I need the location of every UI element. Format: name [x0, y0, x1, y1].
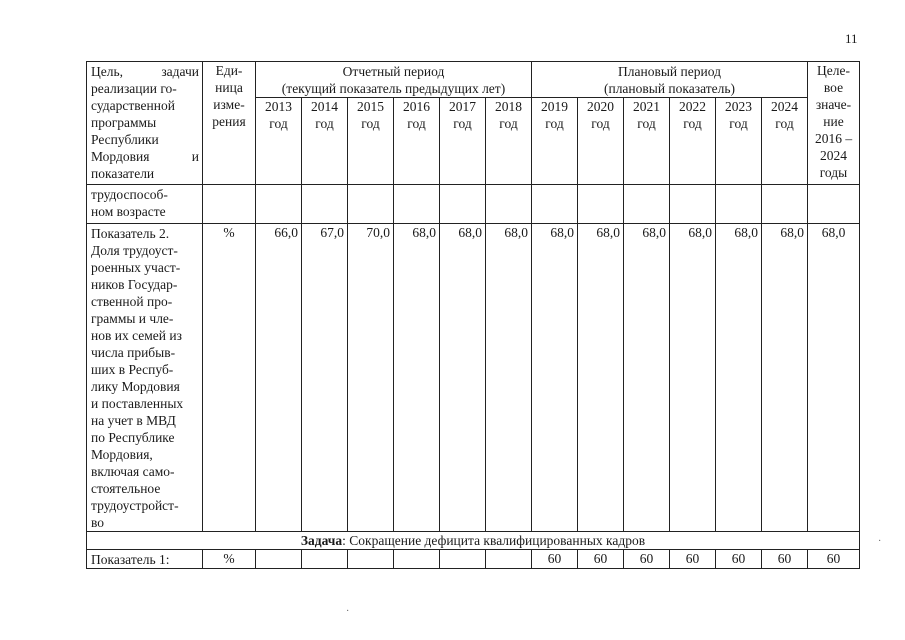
- value-cell: [670, 185, 716, 224]
- year-label: 2014: [311, 99, 338, 114]
- indicator-label-line: включая само-: [91, 464, 175, 479]
- year-header-cell: [762, 98, 808, 185]
- year-word: год: [775, 116, 794, 131]
- unit-cell: %: [203, 550, 256, 569]
- value-cell: 60: [670, 550, 716, 569]
- value-cell: [256, 185, 302, 224]
- year-label: 2024: [771, 99, 798, 114]
- value-cell: [624, 185, 670, 224]
- goal-header-line: Республики: [91, 132, 159, 147]
- scan-speck: ·: [346, 606, 350, 617]
- indicator-label-cell: [87, 185, 203, 224]
- year-word: год: [637, 116, 656, 131]
- value-cell: [302, 550, 348, 569]
- value-cell: [394, 185, 440, 224]
- value-cell: 68,0: [670, 224, 716, 532]
- indicator-label-line: роенных участ-: [91, 260, 181, 275]
- indicator-label-line: ном возрасте: [91, 204, 166, 219]
- indicator-label-line: Мордовия,: [91, 447, 153, 462]
- value-cell: [486, 550, 532, 569]
- year-word: год: [361, 116, 380, 131]
- task-cell: [87, 532, 860, 550]
- year-header-cell: [670, 98, 716, 185]
- value-cell: [348, 550, 394, 569]
- target-header-line: ние: [823, 114, 844, 129]
- target-header-cell: [808, 62, 860, 185]
- year-header-cell: [578, 98, 624, 185]
- unit-header-line: изме-: [213, 97, 245, 112]
- value-cell: [440, 550, 486, 569]
- indicator-label-line: Показатель 2.: [91, 226, 170, 241]
- year-header-cell: [394, 98, 440, 185]
- value-cell: 60: [624, 550, 670, 569]
- goal-header-line: Цель, задачи: [91, 64, 199, 79]
- goal-header-cell: [87, 62, 203, 185]
- year-label: 2023: [725, 99, 752, 114]
- year-word: год: [499, 116, 518, 131]
- scan-speck: ·: [878, 536, 882, 547]
- year-label: 2020: [587, 99, 614, 114]
- year-label: 2022: [679, 99, 706, 114]
- year-label: 2015: [357, 99, 384, 114]
- value-cell: 60: [532, 550, 578, 569]
- target-header-line: годы: [819, 165, 848, 180]
- year-word: год: [591, 116, 610, 131]
- value-cell: 68,0: [624, 224, 670, 532]
- indicator-row: [87, 224, 860, 532]
- year-label: 2019: [541, 99, 568, 114]
- year-header-cell: [532, 98, 578, 185]
- year-header-cell: [716, 98, 762, 185]
- indicator-label-line: ших в Респуб-: [91, 362, 174, 377]
- value-cell: 68,0: [716, 224, 762, 532]
- indicator-label-cell: Показатель 1:: [87, 550, 203, 569]
- indicator-label-line: ников Государ-: [91, 277, 178, 292]
- year-header-cell: [486, 98, 532, 185]
- year-word: год: [407, 116, 426, 131]
- value-cell: 68,0: [394, 224, 440, 532]
- value-cell: 70,0: [348, 224, 394, 532]
- year-word: год: [545, 116, 564, 131]
- plan-period-title: Плановый период: [618, 64, 721, 79]
- value-cell: [578, 185, 624, 224]
- value-cell: [440, 185, 486, 224]
- indicator-label-line: граммы и чле-: [91, 311, 174, 326]
- year-label: 2016: [403, 99, 430, 114]
- indicator-label-line: стоятельное: [91, 481, 161, 496]
- indicator-table: [86, 61, 860, 569]
- year-header-cell: [302, 98, 348, 185]
- indicator-label-line: лику Мордовия: [91, 379, 180, 394]
- value-cell: 66,0: [256, 224, 302, 532]
- report-period-header: [256, 62, 532, 98]
- year-word: год: [453, 116, 472, 131]
- task-text: : Сокращение дефицита квалифицированных кадров: [342, 533, 646, 548]
- unit-cell: %: [203, 224, 256, 532]
- year-header-cell: [348, 98, 394, 185]
- indicator-label-line: числа прибыв-: [91, 345, 176, 360]
- task-row: [87, 532, 860, 550]
- goal-header-line: показатели: [91, 166, 155, 181]
- value-cell: [302, 185, 348, 224]
- year-header-cell: [256, 98, 302, 185]
- unit-header-line: рения: [212, 114, 246, 129]
- year-word: год: [269, 116, 288, 131]
- value-cell: [486, 185, 532, 224]
- indicator-label-cell: [87, 224, 203, 532]
- value-cell: 68,0: [532, 224, 578, 532]
- value-cell: 68,0: [578, 224, 624, 532]
- target-header-line: значе-: [815, 97, 852, 112]
- goal-header-line: сударственной: [91, 98, 175, 113]
- year-label: 2017: [449, 99, 476, 114]
- value-cell: 60: [716, 550, 762, 569]
- unit-cell: [203, 185, 256, 224]
- value-cell: [762, 185, 808, 224]
- indicator-label-line: трудоспособ-: [91, 187, 168, 202]
- target-header-line: вое: [823, 80, 844, 95]
- year-label: 2018: [495, 99, 522, 114]
- value-cell: [716, 185, 762, 224]
- value-cell: 60: [578, 550, 624, 569]
- target-value-cell: 68,0: [808, 224, 860, 532]
- year-header-cell: [440, 98, 486, 185]
- task-label: Задача: [300, 533, 343, 548]
- unit-header-line: ница: [215, 80, 243, 95]
- value-cell: [394, 550, 440, 569]
- report-period-subtitle: (текущий показатель предыдущих лет): [281, 81, 506, 96]
- page-number: 11: [845, 31, 858, 46]
- goal-header-line: Мордовия и: [91, 149, 199, 164]
- indicator-label-line: ственной про-: [91, 294, 173, 309]
- target-value-cell: [808, 185, 860, 224]
- unit-header-line: Еди-: [215, 63, 243, 78]
- plan-period-subtitle: (плановый показатель): [603, 81, 736, 96]
- value-cell: [532, 185, 578, 224]
- value-cell: 67,0: [302, 224, 348, 532]
- value-cell: [256, 550, 302, 569]
- year-label: 2013: [265, 99, 292, 114]
- goal-header-line: реализации го-: [91, 81, 177, 96]
- indicator-row: [87, 185, 860, 224]
- target-value-cell: 60: [808, 550, 860, 569]
- year-header-cell: [624, 98, 670, 185]
- report-period-title: Отчетный период: [342, 64, 445, 79]
- value-cell: 60: [762, 550, 808, 569]
- value-cell: 68,0: [440, 224, 486, 532]
- indicator-label-line: нов их семей из: [91, 328, 182, 343]
- indicator-row: [87, 550, 860, 569]
- indicator-label-line: во: [91, 515, 105, 530]
- year-word: год: [315, 116, 334, 131]
- header-row-top: [87, 62, 860, 98]
- target-header-line: 2024: [820, 148, 847, 163]
- year-label: 2021: [633, 99, 660, 114]
- indicator-label-line: и поставленных: [91, 396, 184, 411]
- indicator-label-line: трудоустройст-: [91, 498, 179, 513]
- year-word: год: [683, 116, 702, 131]
- target-header-line: Целе-: [817, 63, 850, 78]
- indicator-label-line: по Республике: [91, 430, 175, 445]
- indicator-label-line: Доля трудоуст-: [91, 243, 178, 258]
- value-cell: 68,0: [762, 224, 808, 532]
- value-cell: 68,0: [486, 224, 532, 532]
- year-word: год: [729, 116, 748, 131]
- indicator-label-line: на учет в МВД: [91, 413, 176, 428]
- value-cell: [348, 185, 394, 224]
- plan-period-header: [532, 62, 808, 98]
- target-header-line: 2016 –: [814, 131, 853, 146]
- goal-header-line: программы: [91, 115, 157, 130]
- unit-header-cell: [203, 62, 256, 185]
